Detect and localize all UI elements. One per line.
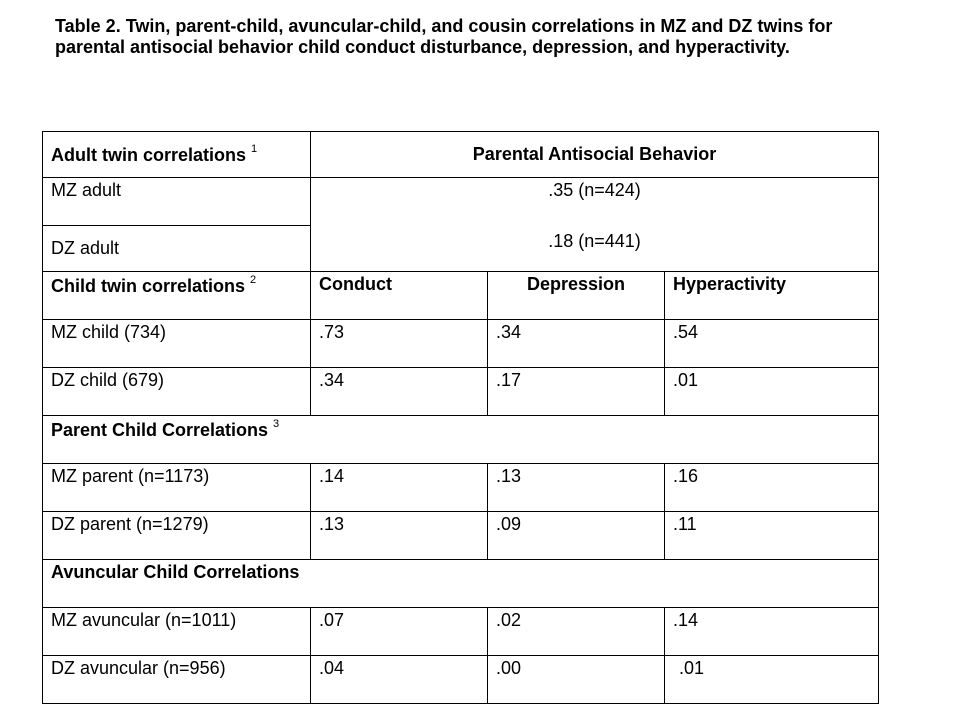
footnote-marker: 2 xyxy=(250,274,257,286)
row-label: MZ parent (n=1173) xyxy=(43,464,311,512)
cell-conduct: .14 xyxy=(311,464,488,512)
cell-hyperactivity: .11 xyxy=(665,512,879,560)
cell-depression: .34 xyxy=(488,320,665,368)
row-label: DZ child (679) xyxy=(43,368,311,416)
avuncular-section-label: Avuncular Child Correlations xyxy=(43,560,879,608)
table-row xyxy=(43,368,879,416)
parental-antisocial-header: Parental Antisocial Behavior xyxy=(311,132,879,178)
correlation-table xyxy=(42,131,879,704)
cell-depression: .13 xyxy=(488,464,665,512)
column-header-conduct: Conduct xyxy=(311,272,488,320)
parent-section-label: Parent Child Correlations $^3$ xyxy=(43,416,879,464)
cell-hyperactivity: .54 xyxy=(665,320,879,368)
cell-depression: .00 xyxy=(488,656,665,704)
parent-header-row xyxy=(43,416,879,464)
footnote-marker: 1 xyxy=(251,143,258,155)
table-row xyxy=(43,656,879,704)
row-label: DZ adult xyxy=(43,226,311,272)
cell-hyperactivity: .16 xyxy=(665,464,879,512)
cell-conduct: .07 xyxy=(311,608,488,656)
table-row xyxy=(43,512,879,560)
table-row xyxy=(43,608,879,656)
row-label: MZ child (734) xyxy=(43,320,311,368)
table-row xyxy=(43,320,879,368)
mz-adult-value: .35 (n=424) xyxy=(548,180,641,200)
child-section-label: Child twin correlations $^2$ xyxy=(43,272,311,320)
table-row xyxy=(43,178,879,226)
dz-adult-value: .18 (n=441) xyxy=(548,231,641,251)
row-label: MZ adult xyxy=(43,178,311,226)
adult-section-label: Adult twin correlations $^1$ xyxy=(43,132,311,178)
cell-hyperactivity: .14 xyxy=(665,608,879,656)
row-label: MZ avuncular (n=1011) xyxy=(43,608,311,656)
column-header-hyperactivity: Hyperactivity xyxy=(665,272,879,320)
avuncular-header-row xyxy=(43,560,879,608)
table-title: Table 2. Twin, parent-child, avuncular-child, and cousin correlations in MZ and DZ twins for parental antisocial behavior child conduct disturbance, depression, and hyperactivity. xyxy=(55,16,833,57)
cell-depression: .02 xyxy=(488,608,665,656)
cell-hyperactivity: .01 xyxy=(665,368,879,416)
cell-hyperactivity: .01 xyxy=(665,656,879,704)
cell-conduct: .34 xyxy=(311,368,488,416)
table-row xyxy=(43,464,879,512)
cell-depression: .09 xyxy=(488,512,665,560)
cell-conduct: .04 xyxy=(311,656,488,704)
column-header-depression: Depression xyxy=(488,272,665,320)
cell-depression: .17 xyxy=(488,368,665,416)
adult-header-row xyxy=(43,132,879,178)
cell-conduct: .73 xyxy=(311,320,488,368)
row-label: DZ avuncular (n=956) xyxy=(43,656,311,704)
adult-values-cell xyxy=(311,178,879,272)
footnote-marker: 3 xyxy=(273,418,280,430)
row-label: DZ parent (n=1279) xyxy=(43,512,311,560)
cell-conduct: .13 xyxy=(311,512,488,560)
child-header-row xyxy=(43,272,879,320)
